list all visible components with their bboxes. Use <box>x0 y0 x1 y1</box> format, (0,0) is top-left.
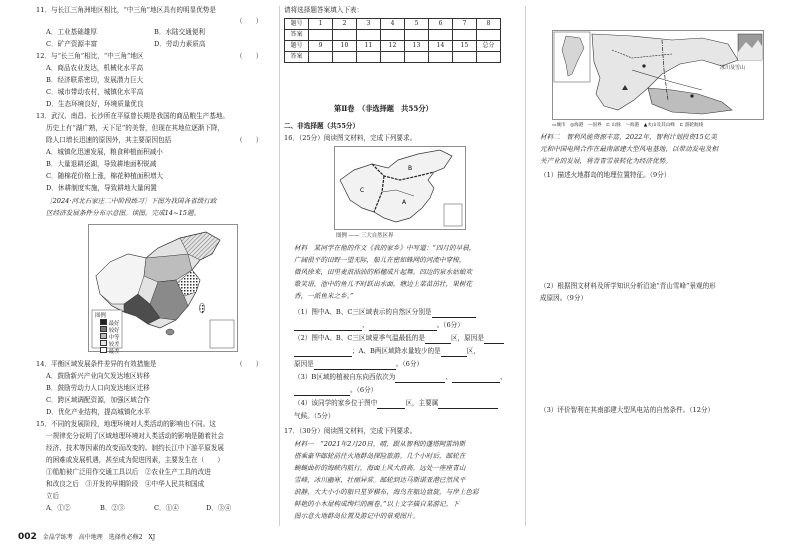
q15-option-a: A．①② <box>46 504 71 512</box>
answer-blank[interactable] <box>294 387 350 396</box>
q12-stem: 12．与“长三角”相比，“中三角”地区 <box>36 52 144 60</box>
answer-blank[interactable] <box>484 335 504 344</box>
answer-input-cell[interactable] <box>381 30 405 41</box>
answer-blank[interactable] <box>452 374 500 383</box>
q11-option-c: C．矿产资源丰富 <box>46 40 98 48</box>
answer-blank[interactable] <box>425 335 451 344</box>
q13-line-3: 除人口增长迅速的原因外，其主要原因包括 <box>46 136 172 144</box>
answer-blank[interactable] <box>441 348 467 357</box>
intro-line-2: 区经济发展条件分布示意图。读图，完成14~15题。 <box>46 209 201 217</box>
answer-blank[interactable] <box>438 400 498 409</box>
q17-material1-line-2: 搭乘豪华邮轮前往火地群岛探险旅游。几个小时后，邮轮在 <box>294 452 466 460</box>
answer-input-cell[interactable] <box>405 30 429 41</box>
q14-stem: 14．平衡区域发展条件差异的有效措施是 <box>36 360 157 368</box>
q17-sub2-line-2: 成原因。（9分） <box>540 294 588 302</box>
page-number: 002 <box>18 532 37 542</box>
q16-sub1: （1）图中A、B、C三区域表示的自然区分别是 <box>294 308 476 318</box>
q17-sub3: （3）评价智利在其南部建大型风电站的自然条件。（12分） <box>540 406 715 414</box>
answer-table-cell: 15 <box>453 41 477 52</box>
answer-table-row <box>285 41 501 52</box>
answer-table-cell: 题号 <box>285 19 309 30</box>
map-legend-title: 图例 <box>95 313 106 319</box>
q13-option-c: C．随棉花价格上涨，棉花种植面积增大 <box>46 172 164 180</box>
q14-option-a: A．鼓励新兴产业向欠发达地区转移 <box>46 372 150 380</box>
q12-option-d: D．生态环境良好，环境质量优良 <box>46 100 144 108</box>
q12-option-a: A．商品农业发达，机械化水平高 <box>46 64 144 72</box>
answer-table-cell: 14 <box>429 41 453 52</box>
answer-table-cell: 5 <box>405 19 429 30</box>
svg-text:C: C <box>360 187 365 194</box>
answer-input-cell[interactable] <box>357 52 381 63</box>
q15-line-4: 的困难或发展机遇，甚至成为促进因素，主要发生在（ ） <box>46 456 225 464</box>
china-natural-regions-map <box>334 146 466 230</box>
right-map-caption: ▭城市 ◎海港 —国界 ⊏ 山脉 ～海港 ▲火山及其山峰 ⊏ 游轮航线 <box>552 123 704 128</box>
answer-input-cell[interactable] <box>477 52 501 63</box>
q12-paren: （ ） <box>236 52 263 60</box>
answer-input-cell[interactable] <box>309 52 333 63</box>
answer-table-cell: 1 <box>309 19 333 30</box>
q17-material1-line-5: 浪静，大大小小的船只星罗棋布，海鸟在船边盘旋，与岸上色彩 <box>294 488 479 496</box>
answer-input-cell[interactable] <box>381 52 405 63</box>
q13-option-d: D．休耕制度实施，导致耕地大量闲置 <box>46 184 157 192</box>
answer-table-cell: 7 <box>453 19 477 30</box>
q16-sub1-cont: 、 。（6分） <box>294 321 464 331</box>
q17-material1-line-6: 鲜艳的小木屋构成绚烂的画卷。”以上文字描自某游记。下 <box>294 500 459 508</box>
answer-table-cell: 13 <box>405 41 429 52</box>
answer-input-cell[interactable] <box>333 52 357 63</box>
answer-input-cell[interactable] <box>405 52 429 63</box>
q15-line-5: ①船舶被广泛用作交通工具以后 ②农业生产工具的改进 <box>46 468 211 476</box>
q16-sub4: （4）该同学的家乡位于图中 区，主要属 <box>294 399 498 409</box>
q11-option-b: B．水陆交通便利 <box>154 28 206 36</box>
q11-option-a: A．工业基础雄厚 <box>46 28 97 36</box>
column-divider <box>525 6 526 526</box>
answer-table-cell: 8 <box>477 19 501 30</box>
photo-label: 冰川及雪山 <box>720 65 746 71</box>
q16-sub3: （3）B区域的植被自东向西依次为 、 、 <box>294 373 507 381</box>
q16-material-line-4: 歌笑语，池中的鱼儿不时跃出水面，塘边上菜苗茁壮，果树花 <box>294 280 473 288</box>
q17-material1-line-3: 蜿蜒曲折的海峡内航行，海面上风大浪高。远处一座座青山 <box>294 464 466 472</box>
q17-sub2-line-1: （2）根据图文材料及所学知识分析沿途“青山雪峰”景观的形 <box>540 282 716 290</box>
q15-line-2: 一规律充分说明了区域地理环境对人类活动的影响是随着社会 <box>46 432 225 440</box>
q16-material-line-1: 材料 某同学在他的作文《我的家乡》中写道：“四月的早晨， <box>294 244 476 252</box>
q16-stem: 16．（25分）阅读图文材料，完成下列要求。 <box>284 134 417 142</box>
map-legend-item: 较好 <box>100 326 120 337</box>
section2-title: 第Ⅱ卷 （非选择题 共55分） <box>334 104 433 113</box>
answer-table <box>284 18 501 63</box>
q15-option-c: C．①④ <box>154 504 179 512</box>
q16-material-line-2: 广阔很平的田野一望无际，船儿在密如蛛网的河流中穿梭， <box>294 256 466 264</box>
answer-table-cell: 2 <box>333 19 357 30</box>
q13-option-b: B．大量退耕还湖，导致耕地面积锐减 <box>46 160 157 168</box>
q15-line-7: 立后 <box>46 492 60 500</box>
q14-option-d: D．优化产业结构，提高城镇化水平 <box>46 408 151 416</box>
answer-table-row <box>285 52 501 63</box>
answer-table-cell: 答案 <box>285 30 309 41</box>
q15-line-6: 和改良之后 ③开发的早期阶段 ④中华人民共和国成 <box>46 480 205 488</box>
answer-table-cell: 题号 <box>285 41 309 52</box>
q15-line-3: 经济、技术等因素的改变而改变的。制约长江中下游平原发展 <box>46 444 225 452</box>
answer-table-cell: 12 <box>381 41 405 52</box>
q13-option-a: A．城镇化迅速发展，粮食种植面积减小 <box>46 148 163 156</box>
answer-input-cell[interactable] <box>429 52 453 63</box>
answer-table-row <box>285 19 501 30</box>
q14-option-b: B．鼓励劳动力人口向发达地区迁移 <box>46 384 150 392</box>
q14-option-c: C．跨区域调配资源，加强区域合作 <box>46 396 150 404</box>
q17-stem: 17．（30分）阅读图文材料，完成下列要求。 <box>284 427 417 435</box>
answer-table-row <box>285 30 501 41</box>
q16-sub3-cont: 。（6分） <box>294 386 377 396</box>
q15-line-1: 15．不同的发展阶段，地理环境对人类活动的影响也不同。这 <box>36 420 216 428</box>
q16-map-caption: 图例 —— 三大自然区界 <box>336 233 394 239</box>
column-divider <box>279 6 280 526</box>
answer-blank[interactable] <box>294 322 362 331</box>
answer-table-cell: 总分 <box>477 41 501 52</box>
answer-input-cell[interactable] <box>357 30 381 41</box>
section2-heading: 二、非选择题（共55分） <box>284 122 360 130</box>
q15-option-b: B．②③ <box>100 504 125 512</box>
q17-sub1: （1）描述火地群岛的地理位置特征。（9分） <box>540 171 671 179</box>
answer-input-cell[interactable] <box>453 30 477 41</box>
q11-option-d: D．劳动力素质高 <box>154 40 206 48</box>
svg-text:B: B <box>408 165 413 172</box>
answer-blank[interactable] <box>432 309 476 318</box>
q16-sub2: （2）图中A、B、C三区域夏季气温最低的是 区，原因是 <box>294 334 504 344</box>
q11-stem: 11．与长江三角洲地区相比，“中三角”地区具有的明显优势是 <box>36 6 216 14</box>
q17-material1-line-7: 图示意火地群岛位置及游记中的景观图片。 <box>294 512 420 520</box>
q17-material1-line-1: 材料一 “2021年2月20日，晴，跟从智利的蓬塔阿雷纳斯 <box>294 440 466 448</box>
answer-input-cell[interactable] <box>477 30 501 41</box>
answer-blank[interactable] <box>377 400 405 409</box>
answer-blank[interactable] <box>369 322 437 331</box>
tierra-del-fuego-map <box>552 30 764 120</box>
answer-input-cell[interactable] <box>333 30 357 41</box>
answer-blank[interactable] <box>395 374 445 383</box>
q17-sub3-answer-area[interactable] <box>540 420 766 520</box>
svg-text:A: A <box>402 199 407 206</box>
q16-material-line-3: 微风徐来，田里麦浪油油的稻穗成片起舞。四边的泉水姑娘欢 <box>294 268 473 276</box>
q16-sub2-reason: 原因是 。（6分） <box>294 360 424 368</box>
q12-option-b: B．经济联系密切，发展潜力巨大 <box>46 76 144 84</box>
answer-blank[interactable] <box>314 361 396 370</box>
answer-table-cell: 3 <box>357 19 381 30</box>
q13-paren: （ ） <box>236 136 263 144</box>
q17-material2-line-2: 元和中国电网合作在最南部建大型风电基地，以带动发电及相 <box>540 145 719 153</box>
footer-text: 金晶学练考 高中地理 选择性必修2 XJ <box>42 534 156 541</box>
intro-line-1: ［2024·河北石家庄二中阶段练习］下图为我国各省级行政 <box>46 197 217 205</box>
answer-input-cell[interactable] <box>429 30 453 41</box>
q17-sub2-answer-area[interactable] <box>540 308 766 404</box>
answer-table-cell: 10 <box>333 41 357 52</box>
answer-table-cell: 9 <box>309 41 333 52</box>
q17-material1-line-4: 雪峰，冰川幽寒，壮丽异常。邮轮到达马斯诺亚港已然风平 <box>294 476 466 484</box>
q11-paren: （ ） <box>236 17 263 25</box>
answer-table-cell: 11 <box>357 41 381 52</box>
q17-material2-line-3: 关产业的发展，将背青雪景转化为经济优势。 <box>540 157 672 165</box>
q13-line-2: 历史上有“湖广熟，天下足”的美誉，但现在其地位逐渐下降， <box>46 124 225 132</box>
answer-table-cell: 6 <box>429 19 453 30</box>
answer-table-cell: 答案 <box>285 52 309 63</box>
answer-table-title: 请将选择题答案填入下表： <box>284 6 364 14</box>
map-legend-item: 最差 <box>100 347 120 358</box>
q13-line-1: 13．武汉、南昌、长沙所在平原曾长期是我国的商品粮生产基地。 <box>36 112 230 120</box>
q17-sub1-answer-area[interactable] <box>540 186 766 274</box>
q16-material-line-5: 香，一派鱼米之乡。” <box>294 292 354 300</box>
answer-input-cell[interactable] <box>309 30 333 41</box>
q14-paren: （ ） <box>236 360 263 368</box>
q15-option-d: D．③④ <box>206 504 232 512</box>
map-legend-item: 中等 <box>100 333 120 344</box>
map-legend-item: 最好 <box>100 319 120 330</box>
q17-material2-line-1: 材料二 智利风能资源丰富，2022年，智利计划投资15亿美 <box>540 133 717 141</box>
q12-option-c: C．城市带动农村，城镇化水平高 <box>46 88 144 96</box>
answer-input-cell[interactable] <box>453 52 477 63</box>
answer-table-cell: 4 <box>381 19 405 30</box>
footer <box>18 532 155 542</box>
answer-blank[interactable] <box>294 348 352 357</box>
q16-sub4-cont: 气候。（5分） <box>294 412 335 420</box>
map-legend-item: 较差 <box>100 340 120 351</box>
q16-sub2-cont: ；A、B两区域降水量较少的是 区， <box>294 347 480 357</box>
